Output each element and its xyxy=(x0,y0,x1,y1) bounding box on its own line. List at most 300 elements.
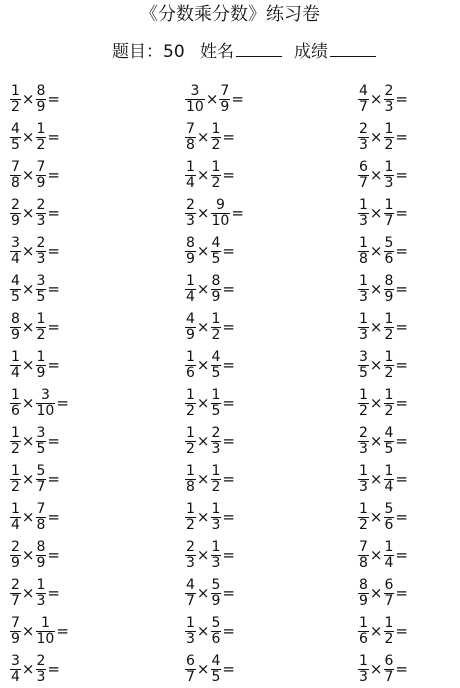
fraction-denominator: 3 xyxy=(211,440,221,457)
fraction-numerator: 6 xyxy=(359,158,368,175)
equals-sign: = xyxy=(56,622,69,640)
fraction-denominator: 4 xyxy=(186,174,195,191)
fraction xyxy=(36,426,47,457)
fraction-denominator: 2 xyxy=(186,440,195,457)
fraction xyxy=(36,578,47,609)
problem-row xyxy=(0,308,460,346)
equals-sign: = xyxy=(47,508,60,526)
fraction-numerator: 3 xyxy=(11,652,20,669)
fraction xyxy=(36,654,47,685)
times-sign: × xyxy=(21,356,35,374)
equals-sign: = xyxy=(222,546,235,564)
fraction-numerator: 3 xyxy=(359,348,368,365)
equals-sign: = xyxy=(395,280,408,298)
problem xyxy=(10,270,60,308)
fraction-numerator: 1 xyxy=(186,424,195,441)
fraction-denominator: 9 xyxy=(11,326,20,343)
equals-sign: = xyxy=(395,432,408,450)
fraction-numerator: 6 xyxy=(384,576,394,593)
fraction-numerator: 1 xyxy=(384,348,394,365)
equals-sign: = xyxy=(222,128,235,146)
equals-sign: = xyxy=(395,166,408,184)
equals-sign: = xyxy=(395,584,408,602)
times-sign: × xyxy=(21,128,35,146)
fraction-denominator: 3 xyxy=(186,212,195,229)
fraction-denominator: 5 xyxy=(11,136,20,153)
fraction-denominator: 2 xyxy=(36,136,46,153)
fraction-numerator: 5 xyxy=(211,614,221,631)
fraction xyxy=(384,616,395,647)
fraction-denominator: 3 xyxy=(359,326,368,343)
equals-sign: = xyxy=(47,166,60,184)
problem xyxy=(185,574,235,612)
fraction xyxy=(36,160,47,191)
problem-row xyxy=(0,156,460,194)
fraction xyxy=(36,84,47,115)
problem xyxy=(358,384,408,422)
fraction-numerator: 5 xyxy=(36,462,46,479)
fraction xyxy=(185,464,196,495)
problem-row xyxy=(0,422,460,460)
times-sign: × xyxy=(369,470,383,488)
fraction-numerator: 1 xyxy=(384,386,394,403)
equals-sign: = xyxy=(47,546,60,564)
fraction xyxy=(384,236,395,267)
fraction-denominator: 5 xyxy=(211,402,221,419)
fraction-numerator: 1 xyxy=(211,500,221,517)
fraction-numerator: 1 xyxy=(384,462,394,479)
problem xyxy=(10,536,60,574)
times-sign: × xyxy=(196,470,210,488)
times-sign: × xyxy=(21,432,35,450)
fraction-denominator: 2 xyxy=(36,326,46,343)
fraction-numerator: 1 xyxy=(11,348,20,365)
equals-sign: = xyxy=(47,90,60,108)
fraction xyxy=(185,502,196,533)
fraction xyxy=(36,616,56,647)
fraction-numerator: 1 xyxy=(186,158,195,175)
fraction-denominator: 3 xyxy=(359,288,368,305)
problems-label: 题目： xyxy=(112,42,163,62)
times-sign: × xyxy=(196,622,210,640)
fraction-denominator: 7 xyxy=(36,478,46,495)
fraction-numerator: 2 xyxy=(186,196,195,213)
fraction-numerator: 1 xyxy=(211,158,221,175)
fraction xyxy=(10,160,21,191)
fraction-denominator: 3 xyxy=(359,478,368,495)
fraction-numerator: 1 xyxy=(384,196,394,213)
fraction xyxy=(10,654,21,685)
fraction-numerator: 1 xyxy=(36,348,46,365)
problem xyxy=(358,536,408,574)
fraction xyxy=(358,426,369,457)
equals-sign: = xyxy=(222,584,235,602)
fraction xyxy=(10,464,21,495)
fraction-denominator: 2 xyxy=(359,516,368,533)
fraction-numerator: 1 xyxy=(186,272,195,289)
fraction-denominator: 9 xyxy=(36,174,46,191)
fraction xyxy=(10,84,21,115)
times-sign: × xyxy=(369,584,383,602)
problem xyxy=(185,156,235,194)
fraction-numerator: 1 xyxy=(359,310,368,327)
fraction-numerator: 6 xyxy=(186,652,195,669)
problem xyxy=(10,194,60,232)
fraction xyxy=(36,122,47,153)
fraction-denominator: 2 xyxy=(384,364,394,381)
fraction-numerator: 4 xyxy=(11,120,20,137)
fraction xyxy=(185,540,196,571)
fraction-denominator: 2 xyxy=(186,402,195,419)
fraction-numerator: 1 xyxy=(384,310,394,327)
fraction-numerator: 1 xyxy=(359,652,368,669)
fraction-denominator: 5 xyxy=(211,668,221,685)
problem xyxy=(185,460,235,498)
fraction-numerator: 1 xyxy=(11,424,20,441)
fraction-numerator: 1 xyxy=(359,386,368,403)
fraction-numerator: 2 xyxy=(11,576,20,593)
fraction-denominator: 3 xyxy=(36,592,46,609)
fraction-denominator: 5 xyxy=(384,440,394,457)
fraction-denominator: 3 xyxy=(36,212,46,229)
fraction-numerator: 4 xyxy=(211,652,221,669)
fraction-denominator: 10 xyxy=(211,212,230,229)
times-sign: × xyxy=(369,280,383,298)
fraction-denominator: 9 xyxy=(36,364,46,381)
fraction-numerator: 2 xyxy=(36,234,46,251)
problem-row xyxy=(0,80,460,118)
fraction xyxy=(384,198,395,229)
equals-sign: = xyxy=(222,280,235,298)
equals-sign: = xyxy=(222,432,235,450)
problem xyxy=(185,498,235,536)
equals-sign: = xyxy=(395,622,408,640)
fraction-numerator: 1 xyxy=(36,576,46,593)
equals-sign: = xyxy=(395,204,408,222)
fraction-numerator: 1 xyxy=(359,196,368,213)
problem-row xyxy=(0,194,460,232)
fraction-denominator: 2 xyxy=(11,478,20,495)
problem xyxy=(185,270,235,308)
fraction xyxy=(211,426,222,457)
fraction xyxy=(211,350,222,381)
fraction-numerator: 2 xyxy=(359,120,368,137)
problem xyxy=(358,156,408,194)
score-label: 成绩 xyxy=(294,42,329,62)
fraction-numerator: 2 xyxy=(211,424,221,441)
fraction-denominator: 4 xyxy=(384,554,394,571)
equals-sign: = xyxy=(222,470,235,488)
fraction-denominator: 7 xyxy=(359,174,368,191)
fraction-denominator: 4 xyxy=(11,668,20,685)
fraction-denominator: 9 xyxy=(211,288,221,305)
times-sign: × xyxy=(369,128,383,146)
fraction xyxy=(185,350,196,381)
equals-sign: = xyxy=(395,660,408,678)
problem xyxy=(358,460,408,498)
problem xyxy=(358,118,408,156)
fraction-numerator: 1 xyxy=(11,82,20,99)
equals-sign: = xyxy=(395,470,408,488)
fraction xyxy=(185,312,196,343)
times-sign: × xyxy=(196,432,210,450)
equals-sign: = xyxy=(395,90,408,108)
equals-sign: = xyxy=(222,318,235,336)
fraction-denominator: 3 xyxy=(359,212,368,229)
times-sign: × xyxy=(196,508,210,526)
fraction xyxy=(211,274,222,305)
fraction-denominator: 5 xyxy=(211,364,221,381)
fraction xyxy=(211,236,222,267)
problem-row xyxy=(0,232,460,270)
fraction xyxy=(384,388,395,419)
equals-sign: = xyxy=(395,318,408,336)
fraction-numerator: 1 xyxy=(384,158,394,175)
fraction-denominator: 5 xyxy=(211,250,221,267)
fraction xyxy=(211,198,231,229)
problem-row xyxy=(0,118,460,156)
times-sign: × xyxy=(369,166,383,184)
fraction-denominator: 2 xyxy=(384,630,394,647)
equals-sign: = xyxy=(47,660,60,678)
fraction-numerator: 5 xyxy=(211,576,221,593)
fraction-numerator: 4 xyxy=(186,310,195,327)
fraction-numerator: 1 xyxy=(384,538,394,555)
fraction-denominator: 6 xyxy=(384,250,394,267)
fraction-numerator: 3 xyxy=(11,234,20,251)
fraction-numerator: 1 xyxy=(186,500,195,517)
problem xyxy=(358,308,408,346)
fraction-denominator: 2 xyxy=(359,402,368,419)
fraction-numerator: 8 xyxy=(36,82,46,99)
problem xyxy=(358,422,408,460)
fraction-numerator: 2 xyxy=(186,538,195,555)
times-sign: × xyxy=(21,204,35,222)
fraction xyxy=(358,654,369,685)
problem xyxy=(185,536,235,574)
fraction-denominator: 3 xyxy=(211,516,221,533)
fraction-denominator: 3 xyxy=(359,440,368,457)
fraction xyxy=(211,388,222,419)
problem xyxy=(185,80,244,118)
problem-row xyxy=(0,536,460,574)
equals-sign: = xyxy=(222,242,235,260)
fraction-numerator: 7 xyxy=(11,614,20,631)
times-sign: × xyxy=(369,660,383,678)
fraction-numerator: 1 xyxy=(384,120,394,137)
problem xyxy=(10,346,60,384)
equals-sign: = xyxy=(395,508,408,526)
problem xyxy=(358,650,408,688)
problem xyxy=(185,232,235,270)
fraction-denominator: 2 xyxy=(211,174,221,191)
fraction xyxy=(384,122,395,153)
fraction-denominator: 2 xyxy=(11,440,20,457)
times-sign: × xyxy=(369,394,383,412)
fraction xyxy=(358,540,369,571)
fraction xyxy=(211,540,222,571)
fraction-denominator: 9 xyxy=(11,630,20,647)
fraction-denominator: 8 xyxy=(11,174,20,191)
fraction-denominator: 8 xyxy=(359,554,368,571)
fraction-denominator: 9 xyxy=(11,212,20,229)
equals-sign: = xyxy=(47,470,60,488)
fraction-denominator: 7 xyxy=(359,98,368,115)
fraction-numerator: 2 xyxy=(384,82,394,99)
fraction-numerator: 1 xyxy=(186,462,195,479)
fraction-numerator: 1 xyxy=(359,234,368,251)
fraction-numerator: 1 xyxy=(211,462,221,479)
times-sign: × xyxy=(196,242,210,260)
fraction xyxy=(211,616,222,647)
equals-sign: = xyxy=(395,394,408,412)
equals-sign: = xyxy=(395,546,408,564)
times-sign: × xyxy=(196,280,210,298)
problem xyxy=(185,118,235,156)
fraction xyxy=(358,464,369,495)
fraction xyxy=(211,464,222,495)
fraction xyxy=(36,274,47,305)
fraction-denominator: 9 xyxy=(384,288,394,305)
fraction-numerator: 2 xyxy=(36,196,46,213)
equals-sign: = xyxy=(222,660,235,678)
fraction-denominator: 2 xyxy=(384,326,394,343)
fraction xyxy=(36,198,47,229)
times-sign: × xyxy=(21,508,35,526)
fraction-numerator: 4 xyxy=(359,82,368,99)
equals-sign: = xyxy=(47,584,60,602)
fraction xyxy=(358,578,369,609)
fraction-numerator: 1 xyxy=(211,120,221,137)
fraction xyxy=(36,236,47,267)
fraction-denominator: 2 xyxy=(11,98,20,115)
equals-sign: = xyxy=(395,356,408,374)
fraction-numerator: 1 xyxy=(186,386,195,403)
fraction-denominator: 10 xyxy=(186,98,204,115)
fraction xyxy=(185,160,196,191)
times-sign: × xyxy=(196,546,210,564)
times-sign: × xyxy=(21,394,35,412)
fraction xyxy=(10,540,21,571)
fraction xyxy=(358,312,369,343)
problem xyxy=(10,650,60,688)
problem xyxy=(10,422,60,460)
name-blank xyxy=(236,42,282,57)
fraction-denominator: 3 xyxy=(36,250,46,267)
fraction-numerator: 8 xyxy=(384,272,394,289)
problem xyxy=(10,118,60,156)
fraction xyxy=(358,502,369,533)
equals-sign: = xyxy=(47,242,60,260)
fraction-denominator: 10 xyxy=(36,402,55,419)
fraction-numerator: 1 xyxy=(359,462,368,479)
fraction-numerator: 3 xyxy=(40,386,50,403)
fraction-denominator: 2 xyxy=(211,478,221,495)
fraction-numerator: 1 xyxy=(36,120,46,137)
equals-sign: = xyxy=(222,394,235,412)
fraction-denominator: 7 xyxy=(384,668,394,685)
fraction-denominator: 4 xyxy=(11,364,20,381)
times-sign: × xyxy=(196,166,210,184)
fraction xyxy=(10,122,21,153)
fraction-denominator: 8 xyxy=(36,516,46,533)
problem xyxy=(358,232,408,270)
fraction xyxy=(358,84,369,115)
times-sign: × xyxy=(205,90,219,108)
equals-sign: = xyxy=(47,318,60,336)
problem xyxy=(10,498,60,536)
problem-row xyxy=(0,650,460,688)
times-sign: × xyxy=(21,318,35,336)
fraction-denominator: 9 xyxy=(36,98,46,115)
fraction xyxy=(36,312,47,343)
fraction xyxy=(185,578,196,609)
equals-sign: = xyxy=(222,622,235,640)
fraction-numerator: 8 xyxy=(186,234,195,251)
fraction-denominator: 9 xyxy=(186,326,195,343)
fraction xyxy=(384,654,395,685)
times-sign: × xyxy=(196,128,210,146)
times-sign: × xyxy=(21,584,35,602)
equals-sign: = xyxy=(231,204,244,222)
fraction-numerator: 8 xyxy=(11,310,20,327)
times-sign: × xyxy=(21,546,35,564)
equals-sign: = xyxy=(56,394,69,412)
fraction-denominator: 9 xyxy=(359,592,368,609)
problem xyxy=(358,612,408,650)
fraction-numerator: 4 xyxy=(211,234,221,251)
fraction-denominator: 7 xyxy=(186,592,195,609)
fraction-numerator: 5 xyxy=(384,234,394,251)
problem xyxy=(10,80,60,118)
fraction-denominator: 4 xyxy=(11,516,20,533)
fraction-numerator: 1 xyxy=(36,310,46,327)
fraction-denominator: 7 xyxy=(384,212,394,229)
fraction-denominator: 5 xyxy=(11,288,20,305)
equals-sign: = xyxy=(47,432,60,450)
fraction-denominator: 5 xyxy=(36,288,46,305)
fraction xyxy=(384,312,395,343)
times-sign: × xyxy=(369,622,383,640)
fraction-numerator: 7 xyxy=(186,120,195,137)
fraction xyxy=(211,578,222,609)
fraction-denominator: 4 xyxy=(186,288,195,305)
times-sign: × xyxy=(196,318,210,336)
fraction xyxy=(211,122,222,153)
times-sign: × xyxy=(21,622,35,640)
fraction xyxy=(384,160,395,191)
fraction-denominator: 6 xyxy=(11,402,20,419)
fraction-numerator: 1 xyxy=(11,386,20,403)
fraction xyxy=(185,122,196,153)
problem xyxy=(358,194,408,232)
fraction-denominator: 2 xyxy=(384,402,394,419)
fraction xyxy=(211,654,222,685)
fraction-denominator: 2 xyxy=(384,136,394,153)
fraction-denominator: 3 xyxy=(384,98,394,115)
fraction-numerator: 4 xyxy=(211,348,221,365)
fraction xyxy=(185,616,196,647)
fraction-denominator: 8 xyxy=(186,136,195,153)
equals-sign: = xyxy=(231,90,244,108)
times-sign: × xyxy=(21,660,35,678)
fraction xyxy=(185,388,196,419)
fraction-denominator: 9 xyxy=(11,554,20,571)
fraction-numerator: 1 xyxy=(11,500,20,517)
fraction-denominator: 9 xyxy=(186,250,195,267)
fraction xyxy=(185,274,196,305)
fraction-numerator: 1 xyxy=(359,500,368,517)
